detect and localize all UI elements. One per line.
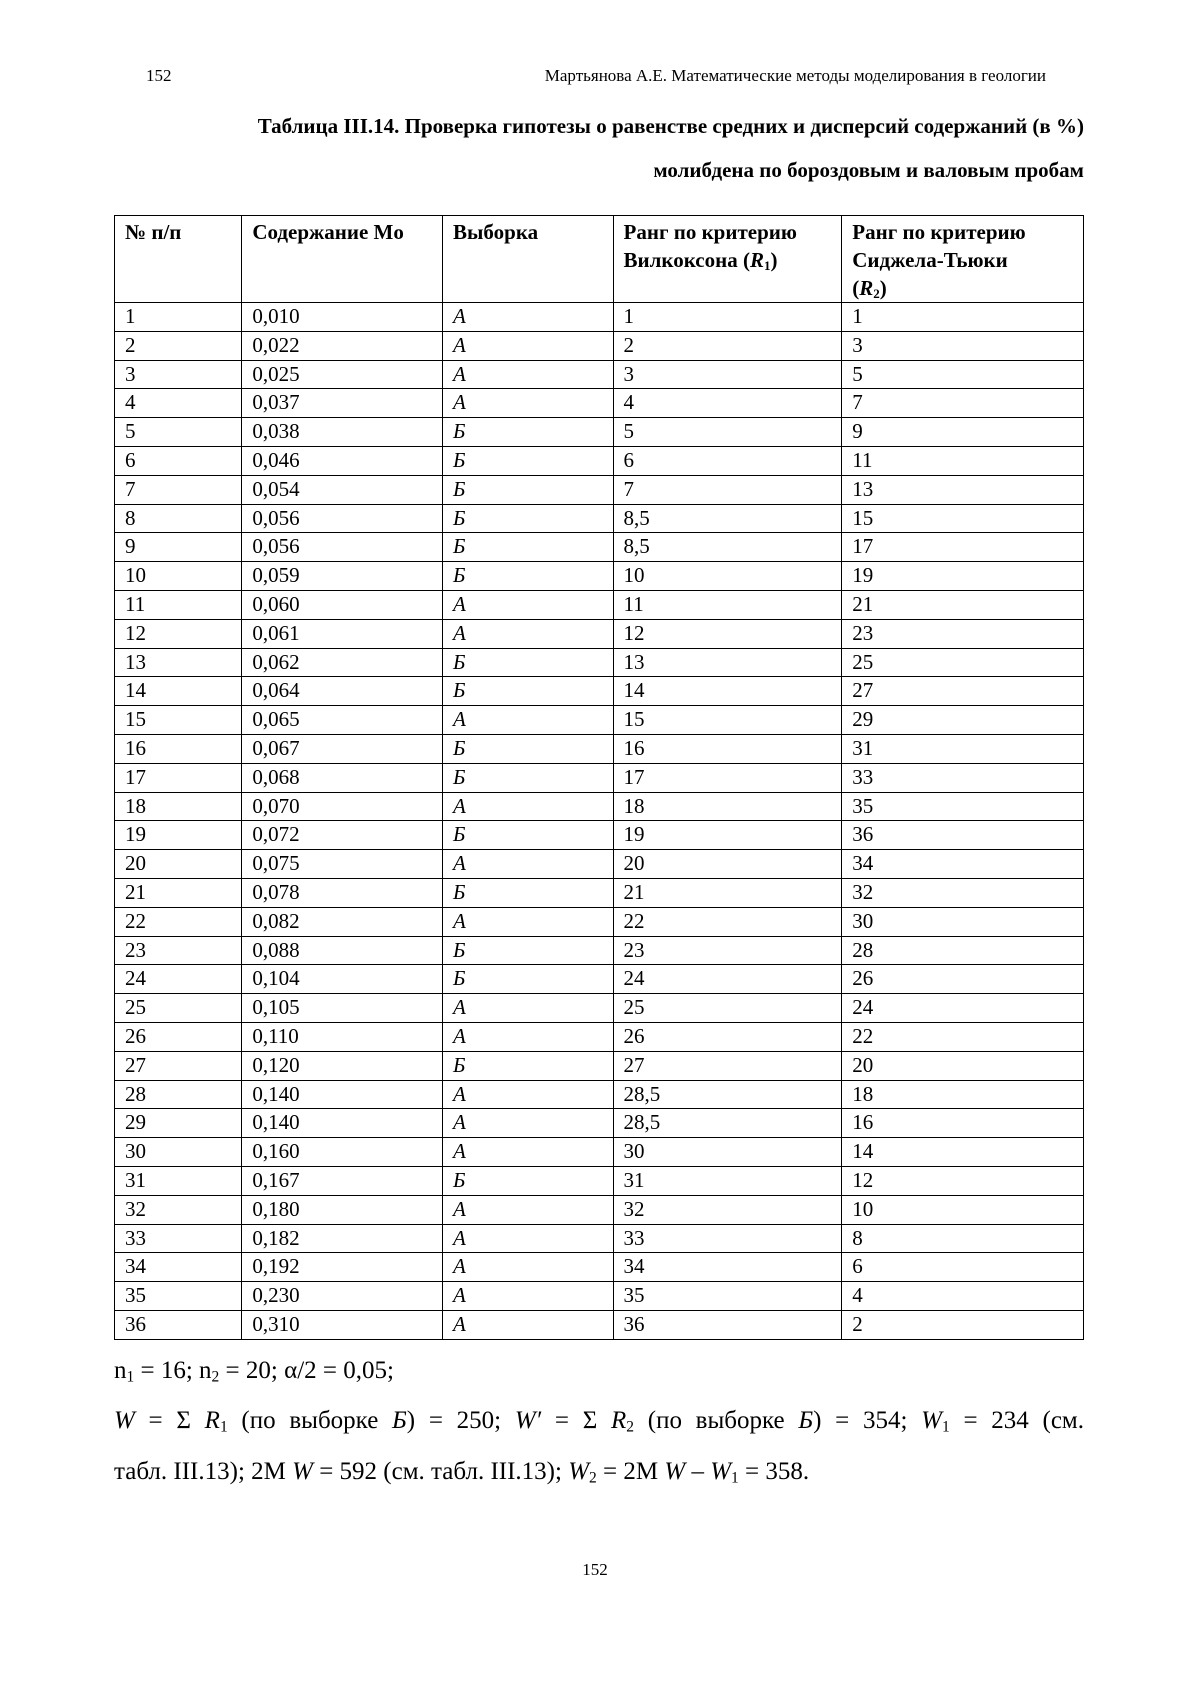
row-rank-wilcoxon: 36 [613,1310,842,1339]
row-rank-wilcoxon: 31 [613,1166,842,1195]
row-sample: Б [443,965,613,994]
row-rank-wilcoxon: 28,5 [613,1109,842,1138]
row-num: 6 [115,446,242,475]
row-sample: А [443,1080,613,1109]
row-num: 14 [115,677,242,706]
table-row [115,446,1084,475]
table-row [115,562,1084,591]
row-rank-siegel-tukey: 18 [842,1080,1084,1109]
row-content: 0,088 [242,936,443,965]
row-num: 23 [115,936,242,965]
row-num: 35 [115,1282,242,1311]
row-rank-wilcoxon: 8,5 [613,504,842,533]
row-content: 0,072 [242,821,443,850]
row-content: 0,054 [242,475,443,504]
table-row [115,677,1084,706]
formula-line-1 [114,1357,1084,1385]
table-row [115,389,1084,418]
row-content: 0,056 [242,504,443,533]
row-rank-siegel-tukey: 25 [842,648,1084,677]
row-sample: А [443,590,613,619]
l3-text-5: = 358. [738,1458,810,1485]
row-content: 0,105 [242,994,443,1023]
row-rank-siegel-tukey: 33 [842,763,1084,792]
row-content: 0,160 [242,1138,443,1167]
row-sample: Б [443,648,613,677]
table-row [115,792,1084,821]
row-sample: А [443,994,613,1023]
data-table [114,215,1084,1340]
header-page-number: 152 [146,66,172,85]
row-content: 0,082 [242,907,443,936]
header-running-title: Мартьянова А.Е. Математические методы моделирования в геологии [544,66,1046,85]
row-content: 0,022 [242,331,443,360]
row-num: 21 [115,878,242,907]
row-rank-siegel-tukey: 22 [842,1022,1084,1051]
header-content: Содержание Mo [242,216,443,303]
table-row [115,1253,1084,1282]
table-row [115,878,1084,907]
row-num: 15 [115,706,242,735]
row-rank-siegel-tukey: 23 [842,619,1084,648]
table-row [115,850,1084,879]
r1-symbol: R [204,1407,220,1434]
row-content: 0,067 [242,734,443,763]
header-rank-wilcoxon-text: Ранг по критерию Вилкоксона ( [623,220,797,272]
row-rank-siegel-tukey: 15 [842,504,1084,533]
row-sample: Б [443,878,613,907]
row-content: 0,010 [242,303,443,332]
row-rank-wilcoxon: 30 [613,1138,842,1167]
n2-sub: 2 [211,1368,220,1386]
header-num: № п/п [115,216,242,303]
row-rank-siegel-tukey: 4 [842,1282,1084,1311]
row-content: 0,140 [242,1109,443,1138]
row-sample: Б [443,475,613,504]
w-text-3: (по выборке [634,1407,799,1434]
l3-w-symbol-2: W [664,1458,686,1485]
row-num: 9 [115,533,242,562]
row-rank-wilcoxon: 26 [613,1022,842,1051]
row-rank-siegel-tukey: 9 [842,418,1084,447]
row-rank-wilcoxon: 8,5 [613,533,842,562]
row-content: 0,110 [242,1022,443,1051]
row-rank-wilcoxon: 22 [613,907,842,936]
row-rank-siegel-tukey: 16 [842,1109,1084,1138]
table-row [115,331,1084,360]
row-content: 0,310 [242,1310,443,1339]
row-rank-siegel-tukey: 7 [842,389,1084,418]
row-rank-wilcoxon: 1 [613,303,842,332]
row-rank-wilcoxon: 7 [613,475,842,504]
row-num: 29 [115,1109,242,1138]
r2-sub: 2 [626,1418,635,1436]
row-rank-wilcoxon: 19 [613,821,842,850]
row-sample: Б [443,763,613,792]
row-sample: А [443,1282,613,1311]
row-rank-siegel-tukey: 1 [842,303,1084,332]
r2-symbol: R [610,1407,627,1434]
row-rank-wilcoxon: 12 [613,619,842,648]
w1-symbol: W [921,1407,942,1434]
row-sample: А [443,1310,613,1339]
row-num: 28 [115,1080,242,1109]
table-row [115,763,1084,792]
l3-text-2: = 592 (см. табл. III.13); [312,1458,569,1485]
r1-sub: 1 [219,1418,228,1436]
n2-value: = 20; α/2 = 0,05; [219,1357,394,1384]
row-rank-wilcoxon: 35 [613,1282,842,1311]
row-rank-siegel-tukey: 17 [842,533,1084,562]
n1-label: n [114,1357,127,1384]
table-row [115,821,1084,850]
row-sample: А [443,907,613,936]
w-prime-eq: = Σ [541,1407,611,1434]
table-row [115,1282,1084,1311]
row-content: 0,075 [242,850,443,879]
row-rank-wilcoxon: 15 [613,706,842,735]
row-rank-siegel-tukey: 12 [842,1166,1084,1195]
row-num: 16 [115,734,242,763]
row-num: 12 [115,619,242,648]
n1-value: = 16; [134,1357,200,1384]
row-sample: Б [443,418,613,447]
row-num: 30 [115,1138,242,1167]
row-rank-siegel-tukey: 27 [842,677,1084,706]
row-num: 4 [115,389,242,418]
row-num: 32 [115,1195,242,1224]
row-rank-siegel-tukey: 36 [842,821,1084,850]
row-rank-wilcoxon: 10 [613,562,842,591]
row-sample: Б [443,734,613,763]
row-sample: А [443,1022,613,1051]
table-row [115,1051,1084,1080]
row-content: 0,038 [242,418,443,447]
row-sample: Б [443,562,613,591]
row-rank-siegel-tukey: 19 [842,562,1084,591]
row-sample: А [443,1224,613,1253]
table-row [115,533,1084,562]
row-num: 20 [115,850,242,879]
row-rank-wilcoxon: 14 [613,677,842,706]
w2-symbol: W [568,1458,590,1485]
row-content: 0,068 [242,763,443,792]
header-rank-siegel-tukey-var: R [859,276,874,300]
w-text-2: ) = 250; [406,1407,515,1434]
table-body [115,303,1084,1340]
row-content: 0,025 [242,360,443,389]
header-rank-siegel-tukey: Ранг по критерию Сиджела-Тьюки $(R_2)$ [842,216,1084,303]
table-row [115,1138,1084,1167]
table-row [115,706,1084,735]
table-row [115,1166,1084,1195]
row-sample: А [443,1195,613,1224]
row-content: 0,078 [242,878,443,907]
row-rank-siegel-tukey: 26 [842,965,1084,994]
row-sample: Б [443,821,613,850]
row-rank-siegel-tukey: 24 [842,994,1084,1023]
row-num: 34 [115,1253,242,1282]
w-text-1: (по выборке [227,1407,393,1434]
row-rank-wilcoxon: 27 [613,1051,842,1080]
row-num: 7 [115,475,242,504]
row-sample: А [443,706,613,735]
row-rank-siegel-tukey: 10 [842,1195,1084,1224]
row-content: 0,059 [242,562,443,591]
row-rank-siegel-tukey: 35 [842,792,1084,821]
row-rank-wilcoxon: 6 [613,446,842,475]
n2-label: n [199,1357,212,1384]
row-content: 0,060 [242,590,443,619]
row-rank-wilcoxon: 33 [613,1224,842,1253]
table-row [115,418,1084,447]
table-row [115,1109,1084,1138]
header-rank-wilcoxon-sub: 1 [763,257,771,273]
row-content: 0,192 [242,1253,443,1282]
row-rank-siegel-tukey: 14 [842,1138,1084,1167]
row-rank-siegel-tukey: 20 [842,1051,1084,1080]
l3-w1-sub: 1 [731,1469,739,1487]
row-rank-wilcoxon: 34 [613,1253,842,1282]
row-sample: А [443,619,613,648]
table-row [115,1022,1084,1051]
row-num: 13 [115,648,242,677]
row-num: 31 [115,1166,242,1195]
n1-sub: 1 [126,1368,135,1386]
row-sample: А [443,360,613,389]
row-rank-siegel-tukey: 11 [842,446,1084,475]
row-num: 2 [115,331,242,360]
w1-sub: 1 [941,1418,950,1436]
header-rank-siegel-tukey-sub: 2 [873,285,880,301]
row-content: 0,182 [242,1224,443,1253]
row-content: 0,140 [242,1080,443,1109]
row-rank-wilcoxon: 18 [613,792,842,821]
row-rank-wilcoxon: 4 [613,389,842,418]
table-row [115,1310,1084,1339]
row-content: 0,062 [242,648,443,677]
row-rank-wilcoxon: 24 [613,965,842,994]
row-rank-siegel-tukey: 3 [842,331,1084,360]
table-row [115,303,1084,332]
row-content: 0,037 [242,389,443,418]
row-num: 17 [115,763,242,792]
row-num: 3 [115,360,242,389]
row-num: 18 [115,792,242,821]
row-rank-wilcoxon: 25 [613,994,842,1023]
row-rank-wilcoxon: 23 [613,936,842,965]
row-content: 0,065 [242,706,443,735]
footer-page-number: 152 [582,1560,608,1579]
row-sample: А [443,331,613,360]
header-rank-wilcoxon-var: R [749,248,764,272]
formula-line-2 [114,1407,1084,1435]
table-row [115,475,1084,504]
row-content: 0,230 [242,1282,443,1311]
table-row [115,648,1084,677]
row-rank-siegel-tukey: 2 [842,1310,1084,1339]
table-row [115,1195,1084,1224]
row-rank-wilcoxon: 17 [613,763,842,792]
row-rank-wilcoxon: 5 [613,418,842,447]
w-text-5: = 234 (см. [949,1407,1085,1434]
row-rank-siegel-tukey: 13 [842,475,1084,504]
row-rank-wilcoxon: 32 [613,1195,842,1224]
row-content: 0,120 [242,1051,443,1080]
row-num: 11 [115,590,242,619]
row-content: 0,046 [242,446,443,475]
row-sample: Б [443,504,613,533]
row-content: 0,064 [242,677,443,706]
row-sample: Б [443,533,613,562]
row-rank-siegel-tukey: 21 [842,590,1084,619]
row-num: 24 [115,965,242,994]
row-sample: А [443,1109,613,1138]
table-row [115,1080,1084,1109]
table-row [115,994,1084,1023]
sample-b-2: Б [798,1407,814,1434]
row-rank-siegel-tukey: 32 [842,878,1084,907]
row-rank-siegel-tukey: 34 [842,850,1084,879]
row-num: 1 [115,303,242,332]
row-sample: А [443,1253,613,1282]
w-text-4: ) = 354; [813,1407,922,1434]
formula-line-3 [114,1458,1084,1486]
table-row [115,504,1084,533]
row-rank-wilcoxon: 16 [613,734,842,763]
row-sample: Б [443,677,613,706]
l3-w1-symbol: W [710,1458,732,1485]
row-rank-wilcoxon: 20 [613,850,842,879]
w-eq: = Σ [134,1407,205,1434]
row-rank-siegel-tukey: 28 [842,936,1084,965]
row-rank-siegel-tukey: 5 [842,360,1084,389]
row-rank-wilcoxon: 28,5 [613,1080,842,1109]
row-num: 8 [115,504,242,533]
row-rank-siegel-tukey: 6 [842,1253,1084,1282]
table-row [115,590,1084,619]
row-rank-wilcoxon: 3 [613,360,842,389]
table-row [115,1224,1084,1253]
table-row [115,965,1084,994]
l3-text-4: – [685,1458,711,1485]
row-sample: А [443,389,613,418]
row-num: 33 [115,1224,242,1253]
table-caption-line2: молибдена по бороздовым и валовым пробам [653,158,1084,182]
table-row [115,360,1084,389]
row-num: 26 [115,1022,242,1051]
row-sample: А [443,1138,613,1167]
row-sample: Б [443,1166,613,1195]
row-num: 36 [115,1310,242,1339]
row-rank-wilcoxon: 11 [613,590,842,619]
table-row [115,619,1084,648]
row-rank-wilcoxon: 13 [613,648,842,677]
row-rank-wilcoxon: 21 [613,878,842,907]
w-prime-symbol: W′ [514,1407,542,1434]
row-num: 22 [115,907,242,936]
sample-b-1: Б [392,1407,407,1434]
header-sample: Выборка [443,216,613,303]
row-sample: А [443,303,613,332]
row-num: 10 [115,562,242,591]
table-caption-line1: Таблица III.14. Проверка гипотезы о равенстве средних и дисперсий содержаний (в %) [257,114,1084,138]
row-num: 25 [115,994,242,1023]
row-sample: Б [443,1051,613,1080]
table-header-row [115,216,1084,303]
table-row [115,734,1084,763]
row-content: 0,061 [242,619,443,648]
row-content: 0,104 [242,965,443,994]
row-sample: Б [443,936,613,965]
header-rank-siegel-tukey-text: Ранг по критерию Сиджела-Тьюки [852,220,1026,272]
row-rank-siegel-tukey: 30 [842,907,1084,936]
l3-w-symbol: W [292,1458,313,1485]
row-rank-siegel-tukey: 8 [842,1224,1084,1253]
row-rank-siegel-tukey: 29 [842,706,1084,735]
header-rank-wilcoxon: Ранг по критерию Вилкоксона $(R_1)$ [613,216,842,303]
row-sample: Б [443,446,613,475]
row-sample: А [443,792,613,821]
w2-sub: 2 [589,1469,597,1487]
row-content: 0,167 [242,1166,443,1195]
row-content: 0,056 [242,533,443,562]
l3-text-3: = 2M [596,1458,665,1485]
row-content: 0,180 [242,1195,443,1224]
table-row [115,936,1084,965]
row-num: 19 [115,821,242,850]
w-symbol: W [114,1407,135,1434]
l3-text-1: табл. III.13); 2M [114,1458,293,1485]
table-row [115,907,1084,936]
row-num: 27 [115,1051,242,1080]
row-num: 5 [115,418,242,447]
row-rank-wilcoxon: 2 [613,331,842,360]
row-rank-siegel-tukey: 31 [842,734,1084,763]
row-content: 0,070 [242,792,443,821]
row-sample: А [443,850,613,879]
